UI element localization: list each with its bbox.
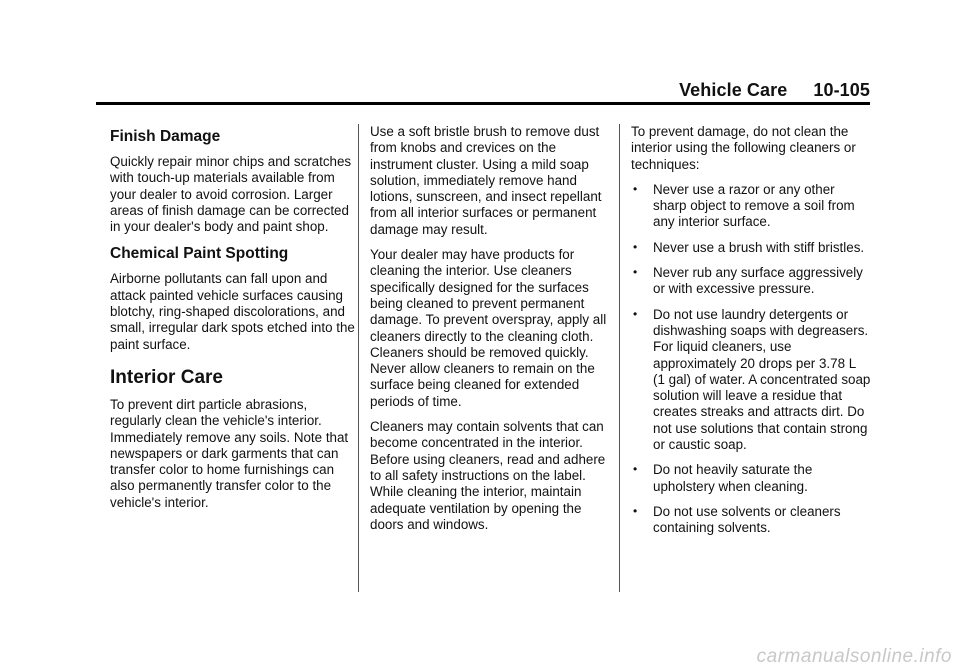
list-item: • Never use a razor or any other sharp object to remove a soil from any interior surface. bbox=[633, 181, 855, 230]
paragraph: Your dealer may have products for cleaning the interior. Use cleaners specifically designed for the surfaces being cleaned to prevent permanent damage. To prevent overspray, apply all cleaners directly to the cleaning cloth. Cleaners should be removed quickly. Never allow cleaners to remain on the surface being cleaned for extended periods of time. bbox=[370, 247, 607, 409]
paragraph: Airborne pollutants can fall upon and attack painted vehicle surfaces causing blotchy, ring-shaped discolorations, and small, irregular dark spots etched into the paint surface. bbox=[110, 271, 355, 352]
paragraph: Quickly repair minor chips and scratches with touch-up materials available from your dealer to avoid corrosion. Larger areas of finish damage can be corrected in your dealer's body and paint shop. bbox=[110, 154, 352, 235]
paragraph: Use a soft bristle brush to remove dust from knobs and crevices on the instrument cluster. Using a mild soap solution, immediately remove hand lotions, sunscreen, and insect repellant from all interior surfaces or permanent damage may result. bbox=[370, 124, 602, 237]
bullet-icon: • bbox=[633, 306, 638, 321]
list-item: • Do not use laundry detergents or dishwashing soaps with degreasers. For liquid cleaners, use approximately 20 drops per 3.78 L (1 gal) of water. A concentrated soap solution will leave a residue that creates streaks and attracts dirt. Do not use solutions that contain strong or caustic soap. bbox=[633, 306, 871, 453]
bullet-icon: • bbox=[633, 265, 638, 280]
column-right bbox=[631, 124, 871, 546]
page-header bbox=[679, 80, 870, 101]
heading-chemical-paint-spotting: Chemical Paint Spotting bbox=[110, 245, 289, 263]
page-number: 10-105 bbox=[813, 80, 870, 100]
bullet-icon: • bbox=[633, 181, 638, 196]
paragraph: To prevent dirt particle abrasions, regularly clean the vehicle's interior. Immediately remove any soils. Note that newspapers or dark garments that can transfer color to home furnishings can also permanently transfer color to the vehicle's interior. bbox=[110, 396, 349, 510]
section-title: Vehicle Care bbox=[679, 80, 788, 100]
column-divider bbox=[619, 124, 620, 592]
heading-finish-damage: Finish Damage bbox=[110, 128, 221, 145]
list-item: • Never rub any surface aggressively or with excessive pressure. bbox=[633, 265, 863, 297]
bullet-icon: • bbox=[633, 462, 638, 477]
bullet-icon: • bbox=[633, 239, 638, 254]
watermark: carmanualsonline.info bbox=[756, 646, 952, 667]
heading-interior-care: Interior Care bbox=[110, 366, 223, 388]
bullet-list bbox=[631, 182, 871, 537]
bullet-icon: • bbox=[633, 503, 638, 518]
header-rule bbox=[96, 102, 870, 105]
list-item: • Do not heavily saturate the upholstery when cleaning. bbox=[633, 462, 813, 494]
column-middle bbox=[370, 124, 610, 542]
paragraph: Cleaners may contain solvents that can become concentrated in the interior. Before using cleaners, read and adhere to all safety instructions on the label. While cleaning the interior, maintain adequate ventilation by opening the doors and windows. bbox=[370, 419, 606, 532]
list-item: • Never use a brush with stiff bristles. bbox=[633, 239, 865, 255]
column-left bbox=[110, 124, 355, 520]
paragraph-intro: To prevent damage, do not clean the interior using the following cleaners or techniques: bbox=[631, 124, 856, 172]
column-divider bbox=[358, 124, 359, 592]
list-item: • Do not use solvents or cleaners containing solvents. bbox=[633, 503, 841, 536]
